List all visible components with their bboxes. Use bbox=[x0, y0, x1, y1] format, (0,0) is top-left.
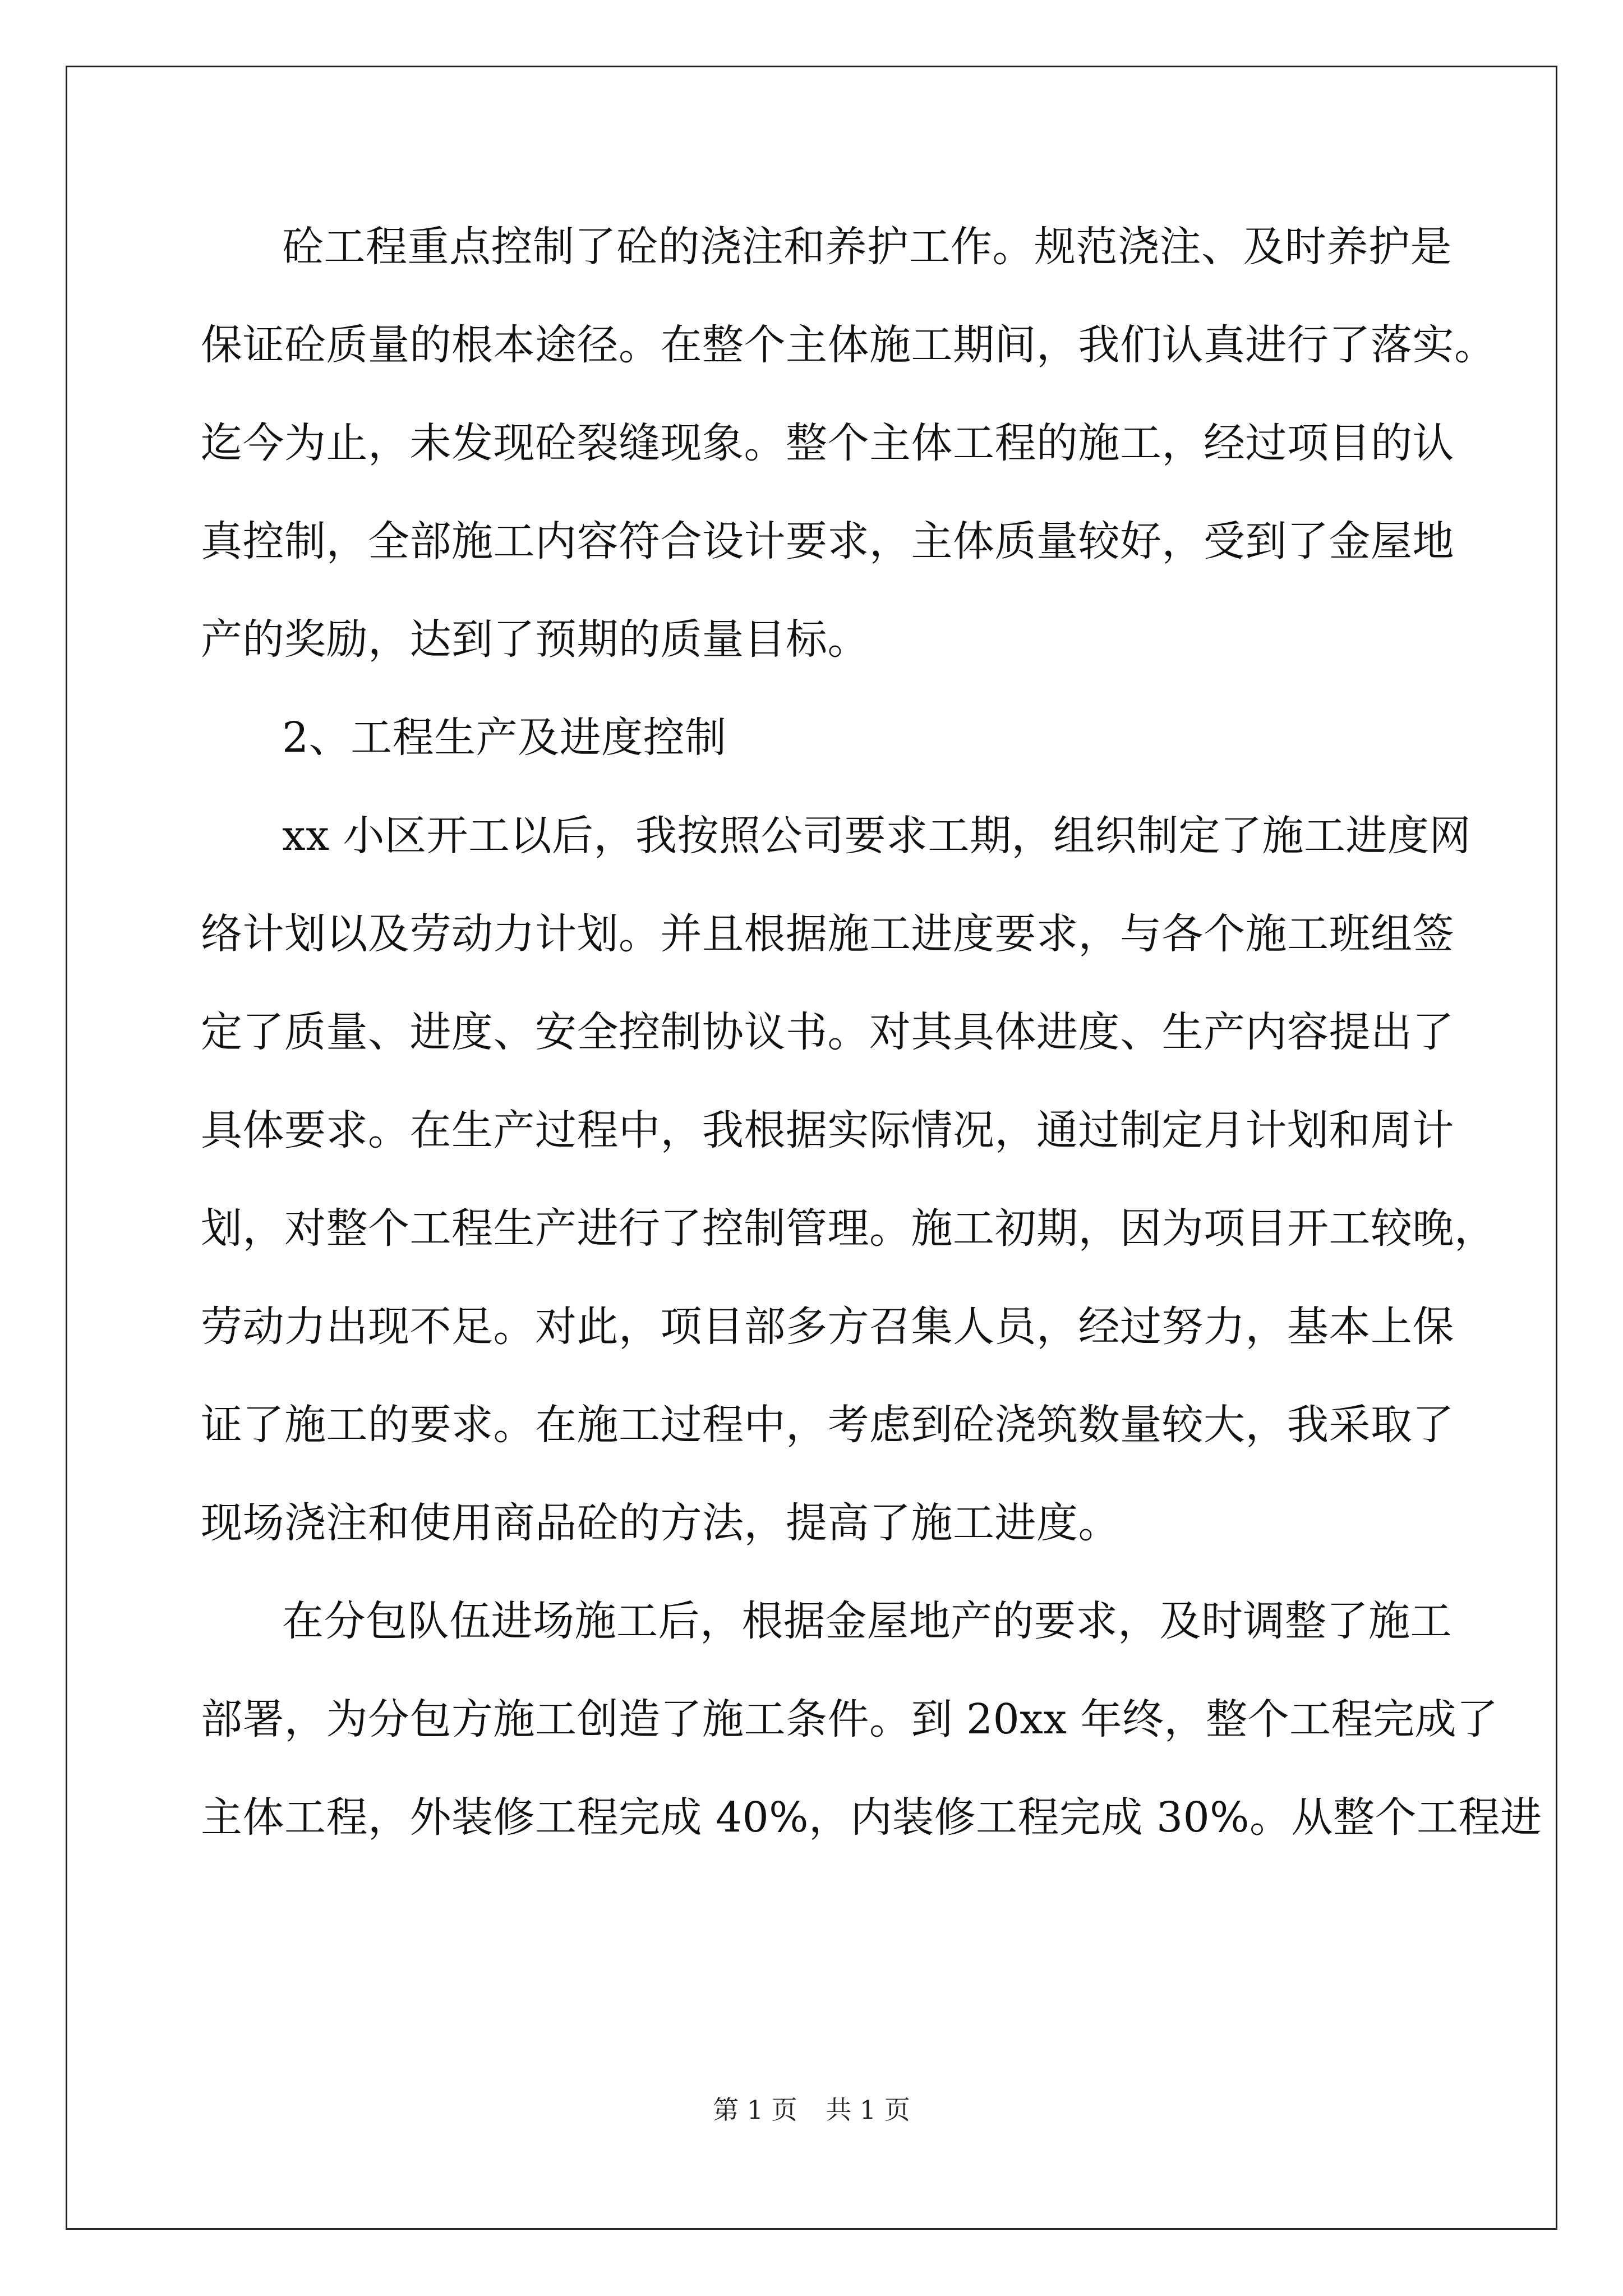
paragraph-1-line-1: 砼工程重点控制了砼的浇注和养护工作。规范浇注、及时养护是 bbox=[282, 223, 1452, 271]
paragraph-1-line-3: 迄今为止，未发现砼裂缝现象。整个主体工程的施工，经过项目的认 bbox=[201, 419, 1454, 467]
paragraph-2-line-6: 劳动力出现不足。对此，项目部多方召集人员，经过努力，基本上保 bbox=[201, 1303, 1454, 1351]
paragraph-2-line-8: 现场浇注和使用商品砼的方法，提高了施工进度。 bbox=[201, 1499, 1120, 1547]
paragraph-2-line-5: 划，对整个工程生产进行了控制管理。施工初期，因为项目开工较晚， bbox=[201, 1204, 1496, 1253]
paragraph-1-line-5: 产的奖励，达到了预期的质量目标。 bbox=[201, 615, 869, 664]
paragraph-2-line-3: 定了质量、进度、安全控制协议书。对其具体进度、生产内容提出了 bbox=[201, 1008, 1454, 1056]
paragraph-1-line-2: 保证砼质量的根本途径。在整个主体施工期间，我们认真进行了落实。 bbox=[201, 321, 1496, 369]
paragraph-2-line-2: 络计划以及劳动力计划。并且根据施工进度要求，与各个施工班组签 bbox=[201, 910, 1454, 958]
section-heading: 2、工程生产及进度控制 bbox=[282, 714, 727, 762]
paragraph-3-line-2: 部署，为分包方施工创造了施工条件。到 20xx 年终，整个工程完成了 bbox=[201, 1695, 1498, 1743]
paragraph-2-line-4: 具体要求。在生产过程中，我根据实际情况，通过制定月计划和周计 bbox=[201, 1106, 1454, 1154]
page-number: 第 1 页 bbox=[713, 2095, 797, 2125]
paragraph-3-line-1: 在分包队伍进场施工后，根据金屋地产的要求，及时调整了施工 bbox=[282, 1597, 1452, 1645]
total-pages: 共 1 页 bbox=[826, 2095, 910, 2125]
paragraph-2-line-7: 证了施工的要求。在施工过程中，考虑到砼浇筑数量较大，我采取了 bbox=[201, 1401, 1454, 1449]
page-footer bbox=[0, 2090, 1623, 2127]
paragraph-3-line-3: 主体工程，外装修工程完成 40%，内装修工程完成 30%。从整个工程进 bbox=[201, 1793, 1542, 1842]
paragraph-2-line-1: xx 小区开工以后，我按照公司要求工期，组织制定了施工进度网 bbox=[282, 812, 1471, 860]
paragraph-1-line-4: 真控制，全部施工内容符合设计要求，主体质量较好，受到了金屋地 bbox=[201, 517, 1454, 565]
